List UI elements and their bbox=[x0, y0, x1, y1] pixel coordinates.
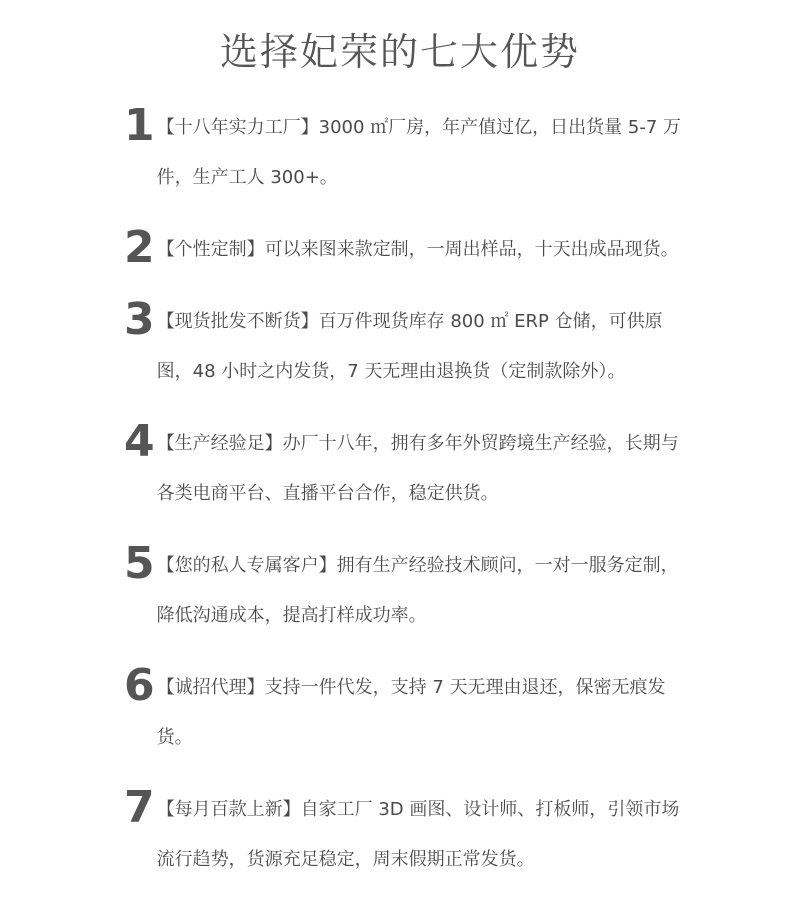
item-number: 3 bbox=[124, 294, 155, 345]
item-tag: 【十八年实力工厂】 bbox=[156, 117, 319, 138]
item-body bbox=[157, 294, 694, 397]
item-tag: 【生产经验足】 bbox=[156, 433, 283, 454]
item-body bbox=[157, 660, 694, 763]
item-number: 6 bbox=[124, 660, 155, 711]
item-text: 拥有生产经验技术顾问，一对一服务定制，降低沟通成本，提高打样成功率。 bbox=[156, 555, 679, 626]
item-tag: 【诚招代理】 bbox=[156, 677, 265, 698]
item-number: 4 bbox=[124, 416, 155, 467]
advantage-item-7 bbox=[124, 782, 694, 885]
item-tag: 【现货批发不断货】 bbox=[156, 311, 319, 332]
advantage-item-1 bbox=[124, 100, 694, 203]
advantage-item-4 bbox=[124, 416, 694, 519]
item-body bbox=[157, 538, 694, 641]
item-text: 百万件现货库存 800 ㎡ ERP 仓储，可供原图，48 小时之内发货，7 天无理由退换货（定制款除外）。 bbox=[156, 311, 663, 382]
item-body bbox=[157, 222, 694, 275]
advantages-list bbox=[124, 100, 694, 904]
item-text: 办厂十八年，拥有多年外贸跨境生产经验，长期与各类电商平台、直播平台合作，稳定供货。 bbox=[156, 433, 679, 504]
item-number: 2 bbox=[124, 222, 155, 273]
item-text: 3000 ㎡厂房，年产值过亿，日出货量 5-7 万件，生产工人 300+。 bbox=[156, 117, 681, 188]
item-body bbox=[157, 782, 694, 885]
item-text: 支持一件代发，支持 7 天无理由退还，保密无痕发货。 bbox=[156, 677, 666, 748]
advantage-item-5 bbox=[124, 538, 694, 641]
item-number: 7 bbox=[124, 782, 155, 833]
item-tag: 【个性定制】 bbox=[156, 239, 265, 260]
item-number: 1 bbox=[124, 100, 155, 151]
advantage-item-3 bbox=[124, 294, 694, 397]
page-title: 选择妃荣的七大优势 bbox=[219, 30, 580, 74]
item-text: 自家工厂 3D 画图、设计师、打板师，引领市场流行趋势，货源充足稳定，周末假期正常发货。 bbox=[156, 799, 680, 870]
item-body bbox=[157, 100, 694, 203]
item-body bbox=[157, 416, 694, 519]
item-number: 5 bbox=[124, 538, 155, 589]
advantage-item-2 bbox=[124, 222, 694, 275]
item-tag: 【您的私人专属客户】 bbox=[156, 555, 337, 576]
advantage-item-6 bbox=[124, 660, 694, 763]
item-tag: 【每月百款上新】 bbox=[156, 799, 301, 820]
item-text: 可以来图来款定制，一周出样品，十天出成品现货。 bbox=[264, 239, 679, 260]
